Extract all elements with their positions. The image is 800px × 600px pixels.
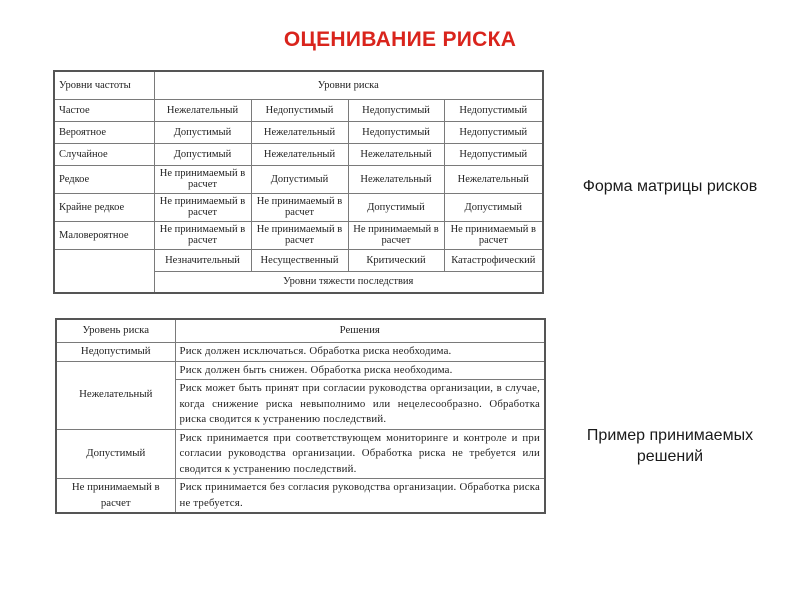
severity-footer: Уровни тяжести последствия — [154, 271, 543, 293]
risk-cell: Допустимый — [154, 121, 251, 143]
severity-label: Несущественный — [251, 249, 348, 271]
page-title: ОЦЕНИВАНИЕ РИСКА — [283, 28, 517, 51]
matrix-row — [54, 193, 543, 221]
decision-row — [56, 479, 545, 514]
severity-label: Критический — [348, 249, 444, 271]
decisions-header-level: Уровень риска — [56, 319, 175, 343]
risk-matrix-table — [53, 70, 544, 294]
matrix-row — [54, 121, 543, 143]
frequency-label: Редкое — [54, 165, 154, 193]
risk-cell: Не принимаемый в расчет — [154, 165, 251, 193]
decisions-header-decision: Решения — [175, 319, 545, 343]
decision-level: Недопустимый — [56, 343, 175, 362]
risk-cell: Недопустимый — [251, 99, 348, 121]
matrix-row — [54, 143, 543, 165]
risk-cell: Нежелательный — [348, 143, 444, 165]
risk-cell: Допустимый — [348, 193, 444, 221]
matrix-header-row — [54, 71, 543, 99]
decision-row — [56, 343, 545, 362]
risk-cell: Нежелательный — [348, 165, 444, 193]
risk-cell: Недопустимый — [348, 99, 444, 121]
decision-text: Риск должен исключаться. Обработка риска необходима. — [175, 343, 545, 362]
risk-cell: Недопустимый — [348, 121, 444, 143]
matrix-header-frequency: Уровни частоты — [54, 71, 154, 99]
risk-cell: Нежелательный — [251, 121, 348, 143]
risk-cell: Недопустимый — [444, 143, 543, 165]
risk-cell: Допустимый — [251, 165, 348, 193]
risk-cell: Не принимаемый в расчет — [251, 221, 348, 249]
risk-cell: Нежелательный — [444, 165, 543, 193]
risk-cell: Допустимый — [154, 143, 251, 165]
risk-cell: Не принимаемый в расчет — [348, 221, 444, 249]
frequency-label: Частое — [54, 99, 154, 121]
matrix-row — [54, 165, 543, 193]
risk-cell: Недопустимый — [444, 99, 543, 121]
severity-label: Катастрофический — [444, 249, 543, 271]
decision-text: Риск принимается без согласия руководства организации. Обработка риска не требуется. — [175, 479, 545, 514]
decision-text: Риск должен быть снижен. Обработка риска необходима. — [175, 361, 545, 380]
severity-label: Незначительный — [154, 249, 251, 271]
matrix-empty-corner — [54, 249, 154, 293]
risk-cell: Недопустимый — [444, 121, 543, 143]
risk-cell: Не принимаемый в расчет — [154, 221, 251, 249]
risk-cell: Нежелательный — [251, 143, 348, 165]
risk-cell: Допустимый — [444, 193, 543, 221]
matrix-header-risk: Уровни риска — [154, 71, 543, 99]
decision-row — [56, 429, 545, 479]
frequency-label: Случайное — [54, 143, 154, 165]
decisions-header-row — [56, 319, 545, 343]
decisions-example-label: Пример принимаемых решений — [586, 427, 754, 465]
decision-level: Не принимаемый в расчет — [56, 479, 175, 514]
decision-text: Риск может быть принят при согласии руководства организации, в случае, когда снижение риска невыполнимо или нецелесообразно. Обработка риска сводится к устранению последствий. — [175, 380, 545, 430]
risk-cell: Нежелательный — [154, 99, 251, 121]
frequency-label: Маловероятное — [54, 221, 154, 249]
risk-cell: Не принимаемый в расчет — [154, 193, 251, 221]
decisions-table — [55, 318, 546, 514]
risk-cell: Не принимаемый в расчет — [444, 221, 543, 249]
matrix-row — [54, 99, 543, 121]
decision-level: Нежелательный — [56, 361, 175, 429]
risk-cell: Не принимаемый в расчет — [251, 193, 348, 221]
frequency-label: Вероятное — [54, 121, 154, 143]
decision-text: Риск принимается при соответствующем мониторинге и контроле и при согласии руководства организации. Обработка риска не требуется или сводится к устранению последствий. — [175, 429, 545, 479]
decision-row — [56, 361, 545, 380]
severity-row — [54, 249, 543, 271]
matrix-form-label: Форма матрицы рисков — [582, 178, 758, 195]
matrix-row — [54, 221, 543, 249]
frequency-label: Крайне редкое — [54, 193, 154, 221]
decision-level: Допустимый — [56, 429, 175, 479]
